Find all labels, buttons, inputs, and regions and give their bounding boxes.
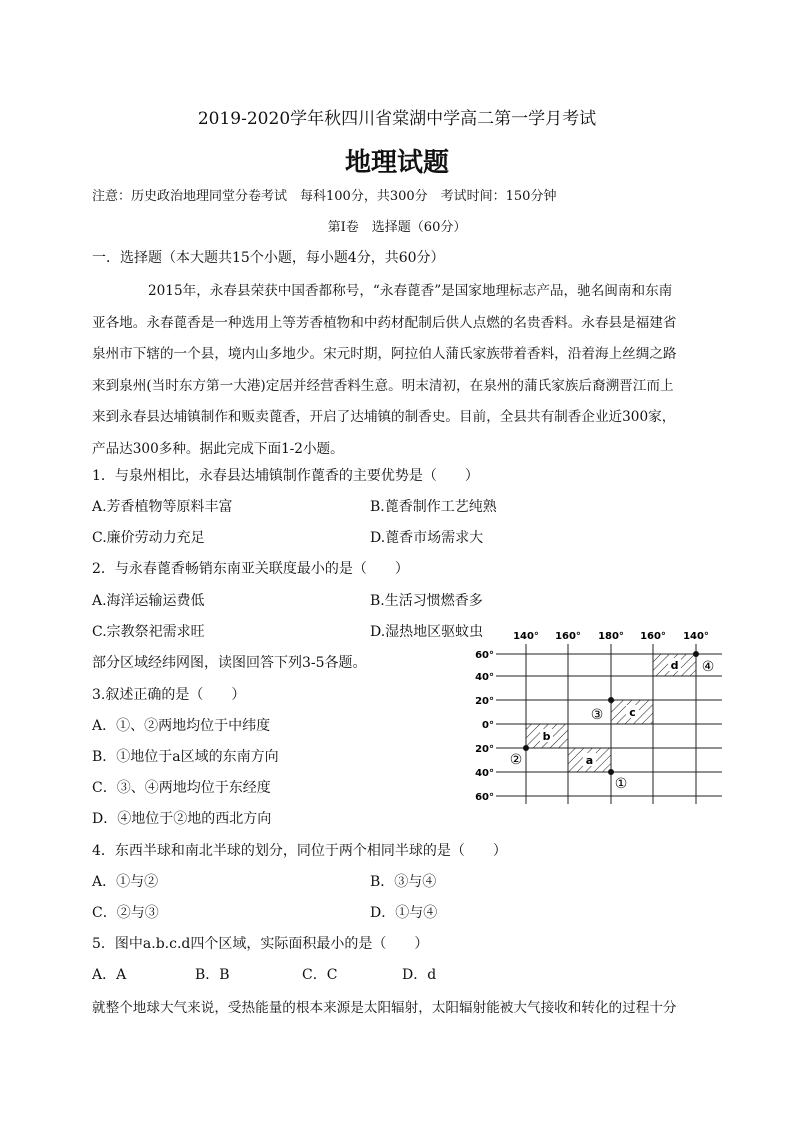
q5-option-a[interactable]: A．A <box>92 967 127 983</box>
point-4-dot <box>693 651 699 657</box>
map-intro: 部分区域经纬网图，读图回答下列3-5各题。 <box>92 655 367 671</box>
region-d-label: d <box>670 659 679 672</box>
lat-label: 20° <box>475 744 494 755</box>
point-2-dot <box>523 745 529 751</box>
lon-label: 140° <box>683 631 709 642</box>
exam-title: 2019-2020学年秋四川省棠湖中学高二第一学月考试 <box>197 109 597 129</box>
exam-note: 注意：历史政治地理同堂分卷考试 每科100分，共300分 考试时间：150分钟 <box>92 189 557 204</box>
lat-label: 40° <box>475 672 494 683</box>
point-1-dot <box>608 769 614 775</box>
lon-label: 160° <box>555 631 581 642</box>
passage-line: 泉州市下辖的一个县，境内山多地少。宋元时期，阿拉伯人蒲氏家族带着香料，沿着海上丝绸之路 <box>92 346 677 362</box>
q3-option-c[interactable]: C．③、④两地均位于东经度 <box>92 780 271 796</box>
lon-label: 180° <box>598 631 624 642</box>
q1-option-d[interactable]: D.蓖香市场需求大 <box>370 530 484 546</box>
passage-line: 2015年，永春县荣获中国香都称号，“永春蓖香”是国家地理标志产品，驰名闽南和东南 <box>148 283 673 299</box>
question-3: 3.叙述正确的是（ ） <box>92 687 246 703</box>
q4-option-d[interactable]: D．①与④ <box>370 905 438 921</box>
lat-label: 20° <box>475 696 494 707</box>
point-4-label: ④ <box>701 659 715 675</box>
region-b-label: b <box>542 730 551 743</box>
section-heading: 第Ⅰ卷 选择题（60分） <box>327 220 467 235</box>
subject-title: 地理试题 <box>344 148 449 178</box>
q4-option-b[interactable]: B．③与④ <box>370 874 437 890</box>
passage-continuation: 就整个地球大气来说，受热能量的根本来源是太阳辐射，太阳辐射能被大气接收和转化的过程十分 <box>92 1000 677 1016</box>
lat-label: 40° <box>475 768 494 779</box>
question-2: 2．与永春蓖香畅销东南亚关联度最小的是（ ） <box>92 561 409 577</box>
q4-option-a[interactable]: A．①与② <box>92 874 159 890</box>
q1-option-a[interactable]: A.芳香植物等原料丰富 <box>92 499 233 515</box>
point-3-label: ③ <box>590 707 604 723</box>
q3-option-d[interactable]: D．④地位于②地的西北方向 <box>92 811 272 827</box>
passage-line: 产品达300多种。据此完成下面1-2小题。 <box>92 440 344 457</box>
q2-option-a[interactable]: A.海洋运输运费低 <box>92 593 205 609</box>
q2-option-d[interactable]: D.湿热地区驱蚊虫 <box>370 624 484 640</box>
reading-passage <box>92 276 702 465</box>
q4-option-c[interactable]: C．②与③ <box>92 905 159 921</box>
q5-option-b[interactable]: B．B <box>195 967 230 983</box>
region-a-label: a <box>585 754 594 767</box>
q3-option-a[interactable]: A．①、②两地均位于中纬度 <box>92 718 271 734</box>
passage-line: 亚各地。永春蓖香是一种选用上等芳香植物和中药材配制后供人点燃的名贵香料。永春县是福建省 <box>92 314 677 331</box>
q2-option-c[interactable]: C.宗教祭祀需求旺 <box>92 624 205 640</box>
q5-option-c[interactable]: C．C <box>302 967 338 983</box>
q1-option-b[interactable]: B.蓖香制作工艺纯熟 <box>370 499 497 515</box>
point-1-label: ① <box>614 776 628 792</box>
point-2-label: ② <box>509 752 523 768</box>
lon-label: 140° <box>513 631 539 642</box>
point-3-dot <box>608 697 614 703</box>
lat-label: 0° <box>482 720 494 731</box>
passage-line: 来到泉州(当时东方第一大港)定居并经营香料生意。明末清初，在泉州的蒲氏家族后裔溯晋江而上 <box>92 377 674 394</box>
q5-option-d[interactable]: D．d <box>402 967 437 983</box>
lon-label: 160° <box>640 631 666 642</box>
region-c-label: c <box>629 706 636 719</box>
question-4: 4．东西半球和南北半球的划分，同位于两个相同半球的是（ ） <box>92 843 507 859</box>
q3-option-b[interactable]: B．①地位于a区域的东南方向 <box>92 749 279 765</box>
question-1: 1．与泉州相比，永春县达埔镇制作蓖香的主要优势是（ ） <box>92 468 479 484</box>
graticule-map <box>470 624 740 814</box>
q1-option-c[interactable]: C.廉价劳动力充足 <box>92 530 205 546</box>
passage-line: 来到永春县达埔镇制作和贩卖蓖香，开启了达埔镇的制香史。目前，全县共有制香企业近300家， <box>92 409 676 425</box>
part-heading: 一．选择题（本大题共15个小题，每小题4分，共60分） <box>92 250 445 266</box>
question-5: 5．图中a.b.c.d四个区域，实际面积最小的是（ ） <box>92 936 429 952</box>
lat-label: 60° <box>475 792 494 803</box>
lat-label: 60° <box>475 650 494 661</box>
q2-option-b[interactable]: B.生活习惯燃香多 <box>370 593 483 609</box>
